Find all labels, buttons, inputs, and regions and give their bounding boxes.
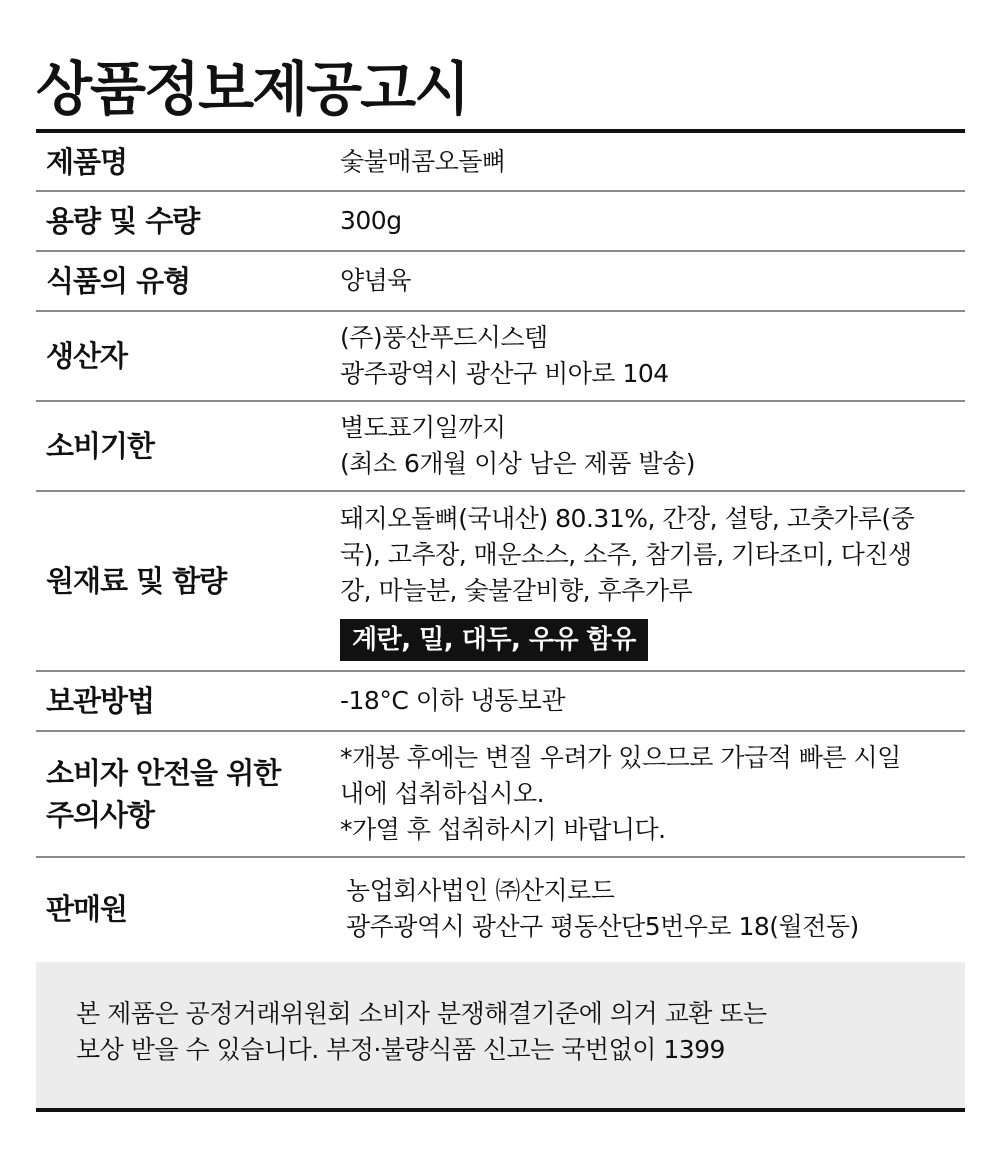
row-product-name bbox=[36, 133, 965, 192]
row-label: 제품명 bbox=[46, 144, 128, 179]
seller-name: 농업회사법인 ㈜산지로드 bbox=[346, 876, 615, 905]
ingredients-line: 국), 고추장, 매운소스, 소주, 참기름, 기타조미, 다진생 bbox=[340, 540, 912, 569]
row-label: 보관방법 bbox=[46, 684, 155, 718]
storage-value: -18°C 이하 냉동보관 bbox=[340, 686, 566, 715]
producer-name: (주)풍산푸드시스템 bbox=[340, 323, 548, 352]
row-value bbox=[340, 858, 965, 960]
page-title: 상품정보제공고시 bbox=[36, 55, 469, 123]
row-value bbox=[340, 312, 965, 400]
row-value bbox=[340, 672, 965, 730]
row-quantity bbox=[36, 192, 965, 252]
caution-label-line: 소비자 안전을 위한 bbox=[46, 756, 281, 790]
row-label: 생산자 bbox=[46, 339, 128, 373]
expiry-note: (최소 6개월 이상 남은 제품 발송) bbox=[340, 449, 695, 478]
row-value bbox=[340, 192, 965, 250]
row-seller bbox=[36, 858, 965, 960]
bottom-divider bbox=[36, 1108, 965, 1112]
quantity-value: 300g bbox=[340, 206, 402, 235]
row-caution bbox=[36, 732, 965, 858]
expiry-value: 별도표기일까지 bbox=[340, 413, 506, 442]
seller-address: 광주광역시 광산구 평동산단5번우로 18(월전동) bbox=[346, 912, 859, 941]
row-label: 식품의 유형 bbox=[46, 264, 191, 298]
consumer-notice bbox=[36, 962, 965, 1110]
row-value bbox=[340, 732, 965, 856]
allergen-badge: 계란, 밀, 대두, 우유 함유 bbox=[340, 619, 648, 661]
row-producer bbox=[36, 312, 965, 402]
row-value bbox=[340, 252, 965, 310]
row-storage bbox=[36, 672, 965, 732]
row-label: 원재료 및 함량 bbox=[46, 564, 227, 598]
caution-label-line: 주의사항 bbox=[46, 798, 155, 832]
row-expiry bbox=[36, 402, 965, 492]
product-info-table bbox=[36, 133, 965, 960]
row-label: 소비기한 bbox=[46, 429, 155, 463]
product-name-value: 숯불매콤오돌뼈 bbox=[340, 146, 506, 176]
caution-line: *가열 후 섭취하시기 바랍니다. bbox=[340, 815, 666, 844]
row-value bbox=[340, 133, 965, 190]
row-food-type bbox=[36, 252, 965, 312]
row-value bbox=[340, 492, 965, 670]
producer-address: 광주광역시 광산구 비아로 104 bbox=[340, 359, 669, 388]
row-label bbox=[36, 732, 340, 856]
ingredients-line: 강, 마늘분, 숯불갈비향, 후추가루 bbox=[340, 576, 693, 605]
ingredients-line: 돼지오돌뼈(국내산) 80.31%, 간장, 설탕, 고춧가루(중 bbox=[340, 504, 915, 533]
food-type-value: 양념육 bbox=[340, 266, 411, 295]
notice-line: 본 제품은 공정거래위원회 소비자 분쟁해결기준에 의거 교환 또는 bbox=[76, 999, 767, 1028]
row-label: 용량 및 수량 bbox=[46, 204, 200, 238]
caution-line: 내에 섭취하십시오. bbox=[340, 779, 545, 808]
row-label: 판매원 bbox=[46, 892, 128, 926]
caution-line: *개봉 후에는 변질 우려가 있으므로 가급적 빠른 시일 bbox=[340, 743, 901, 772]
row-value bbox=[340, 402, 965, 490]
notice-line: 보상 받을 수 있습니다. 부정·불량식품 신고는 국번없이 1399 bbox=[76, 1035, 725, 1064]
row-ingredients bbox=[36, 492, 965, 672]
